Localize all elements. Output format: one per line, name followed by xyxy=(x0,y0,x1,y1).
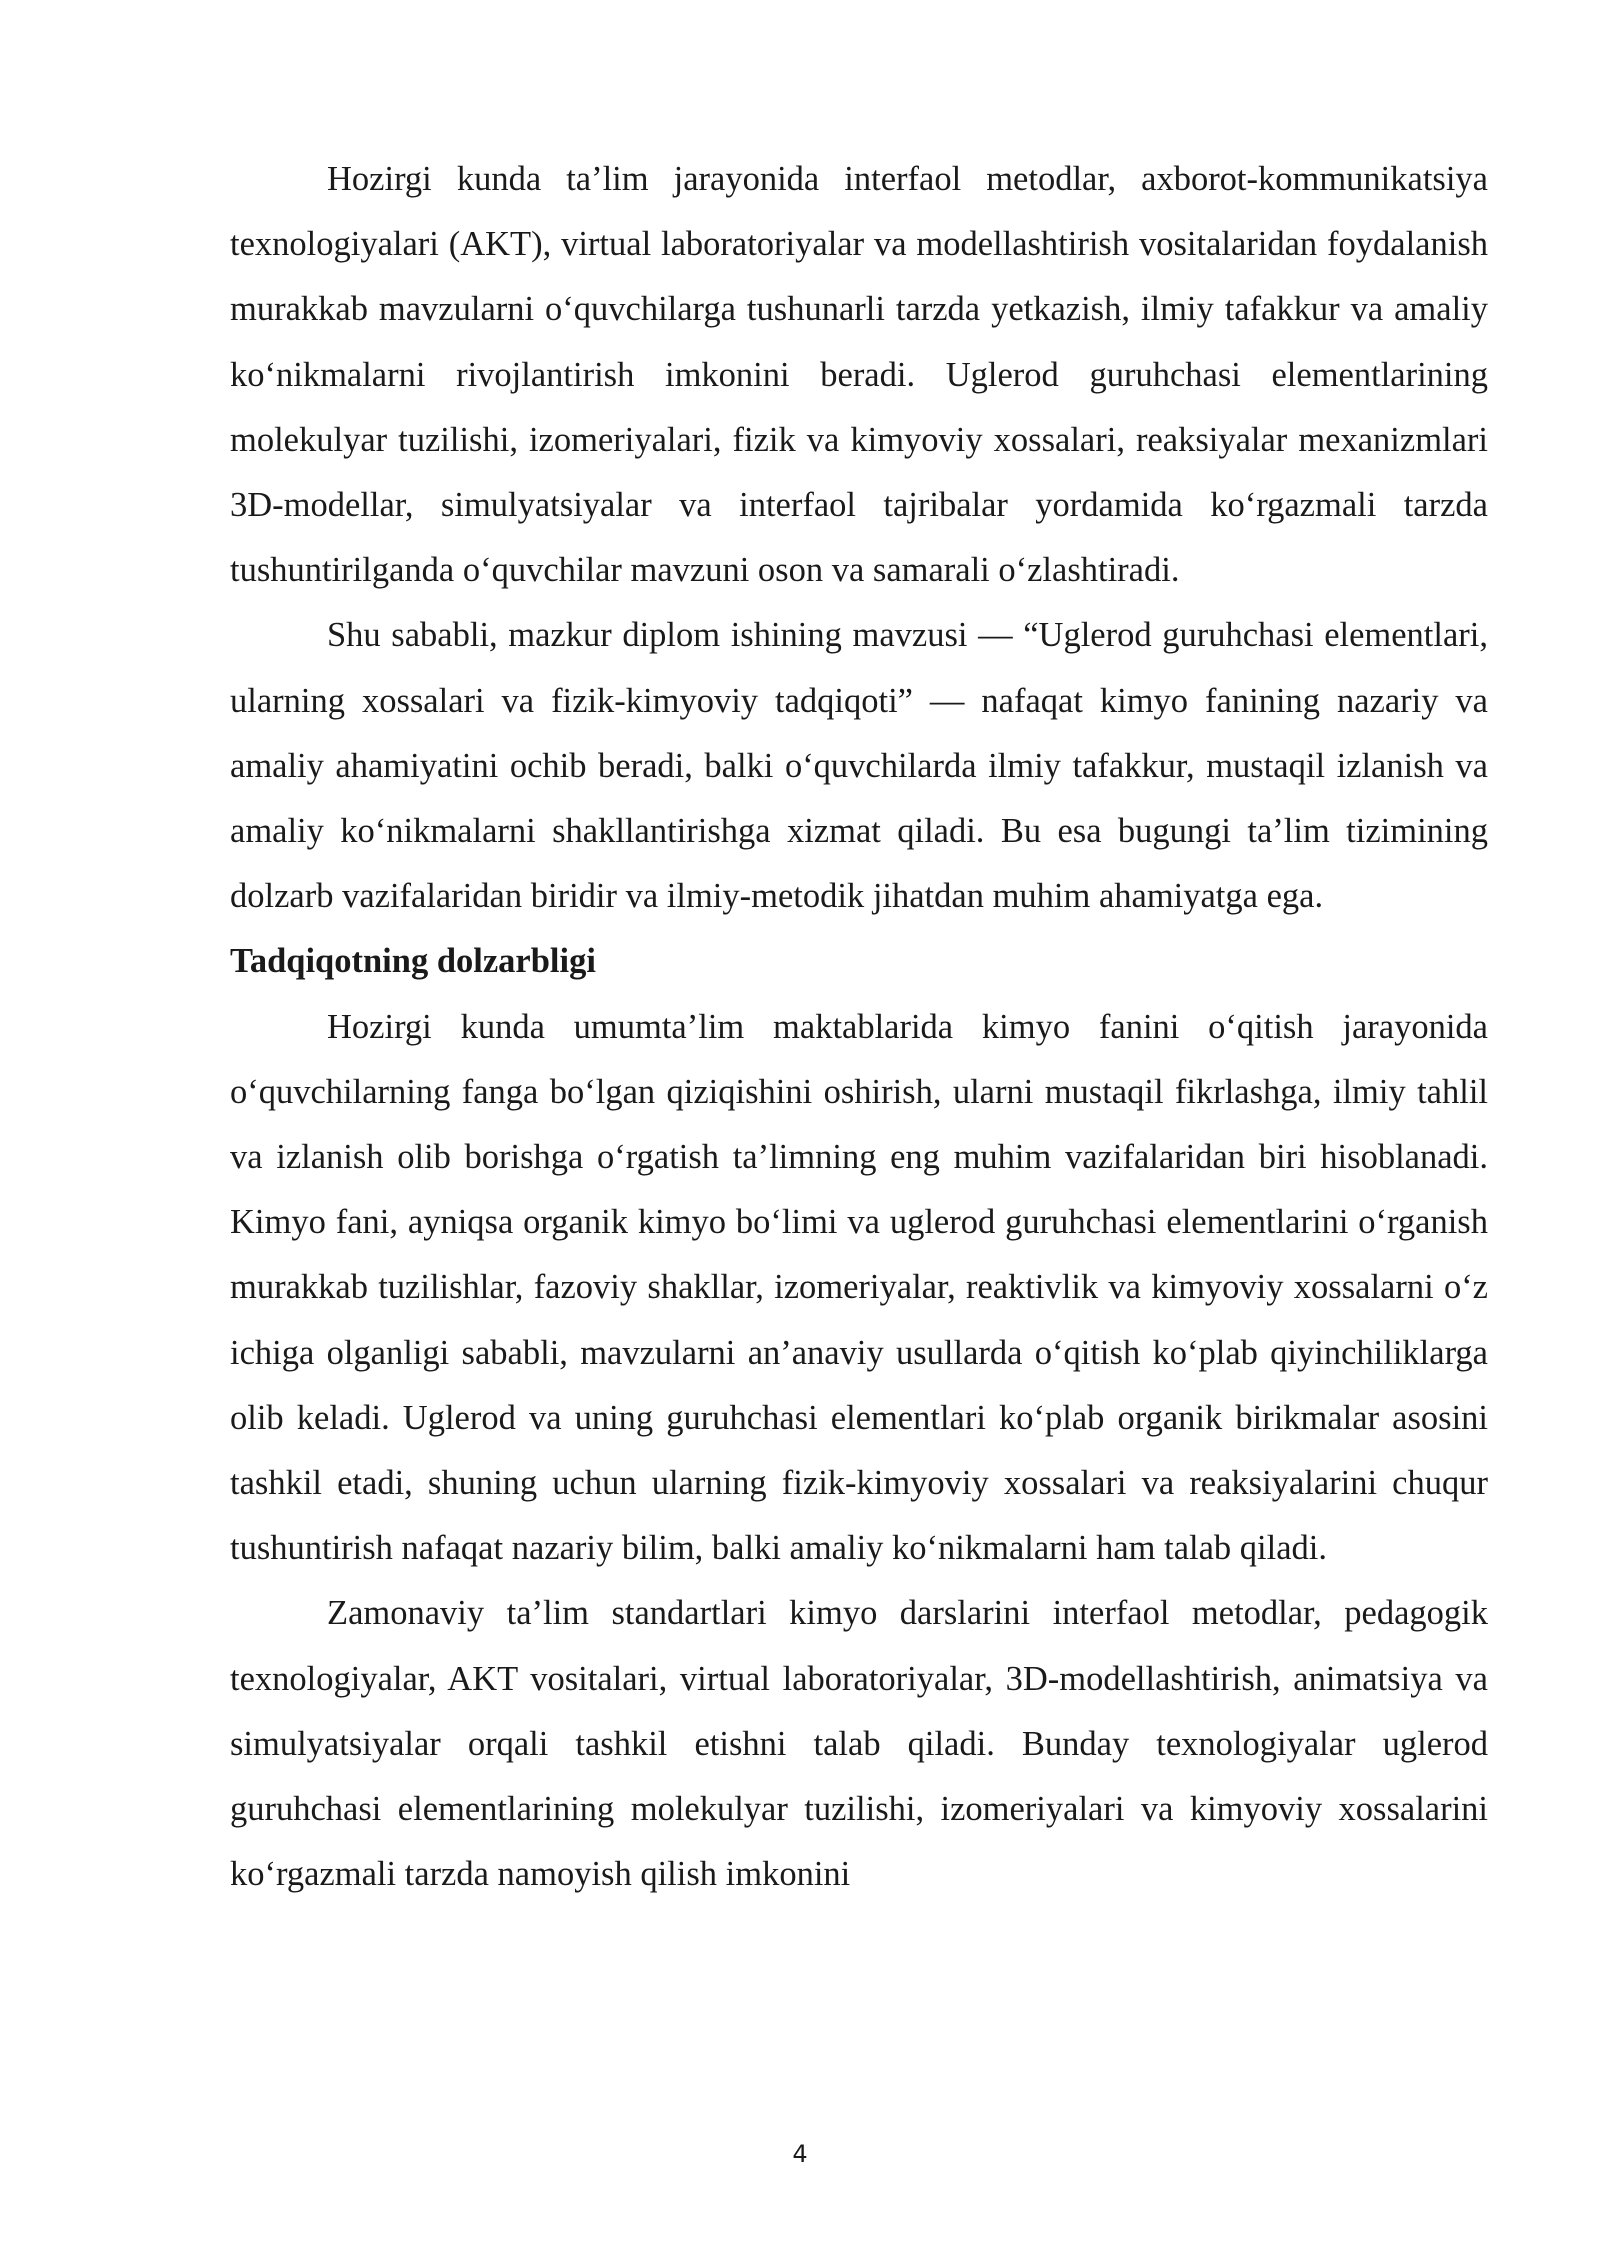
paragraph-section-2: Zamonaviy ta’lim standartlari kimyo darslarini interfaol metodlar, pedagogik texnologiyalar, AKT vositalari, virtual laboratoriyalar, 3D-modellashtirish, animatsiya va simulyatsiyalar orqali tashkil etishni talab qiladi. Bunday texnologiyalar uglerod guruhchasi elementlarining molekulyar tuzilishi, izomeriyalari va kimyoviy xossalarini ko‘rgazmali tarzda namoyish qilish imkonini xyxy=(230,1594,1488,1894)
body-text xyxy=(230,147,1488,1907)
section-heading: Tadqiqotning dolzarbligi xyxy=(230,942,596,981)
paragraph-section-1: Hozirgi kunda umumta’lim maktablarida kimyo fanini o‘qitish jarayonida o‘quvchilarning fanga bo‘lgan qiziqishini oshirish, ularni mustaqil fikrlashga, ilmiy tahlil va izlanish olib borishga o‘rgatish ta’limning eng muhim vazifalaridan biri hisoblanadi. Kimyo fani, ayniqsa organik kimyo bo‘limi va uglerod guruhchasi elementlarini o‘rganish murakkab tuzilishlar, fazoviy shakllar, izomeriyalar, reaktivlik va kimyoviy xossalarni o‘z ichiga olganligi sababli, mavzularni an’anaviy usullarda o‘qitish ko‘plab qiyinchiliklarga olib keladi. Uglerod va uning guruhchasi elementlari ko‘plab organik birikmalar asosini tashkil etadi, shuning uchun ularning fizik-kimyoviy xossalari va reaksiyalarini chuqur tushuntirish nafaqat nazariy bilim, balki amaliy ko‘nikmalarni ham talab qiladi. xyxy=(230,1007,1488,1568)
page-number: 4 xyxy=(792,2140,808,2168)
paragraph-intro-1: Hozirgi kunda ta’lim jarayonida interfaol metodlar, axborot-kommunikatsiya texnologiyalari (AKT), virtual laboratoriyalar va modellashtirish vositalaridan foydalanish murakkab mavzularni o‘quvchilarga tushunarli tarzda yetkazish, ilmiy tafakkur va amaliy ko‘nikmalarni rivojlantirish imkonini beradi. Uglerod guruhchasi elementlarining molekulyar tuzilishi, izomeriyalari, fizik va kimyoviy xossalari, reaksiyalar mexanizmlari 3D-modellar, simulyatsiyalar va interfaol tajribalar yordamida ko‘rgazmali tarzda tushuntirilganda o‘quvchilar mavzuni oson va samarali o‘zlashtiradi. xyxy=(230,160,1488,590)
paragraph-intro-2: Shu sababli, mazkur diplom ishining mavzusi — “Uglerod guruhchasi elementlari, ularning xossalari va fizik-kimyoviy tadqiqoti” — nafaqat kimyo fanining nazariy va amaliy ahamiyatini ochib beradi, balki o‘quvchilarda ilmiy tafakkur, mustaqil izlanish va amaliy ko‘nikmalarni shakllantirishga xizmat qiladi. Bu esa bugungi ta’lim tizimining dolzarb vazifalaridan biridir va ilmiy-metodik jihatdan muhim ahamiyatga ega. xyxy=(230,616,1488,916)
